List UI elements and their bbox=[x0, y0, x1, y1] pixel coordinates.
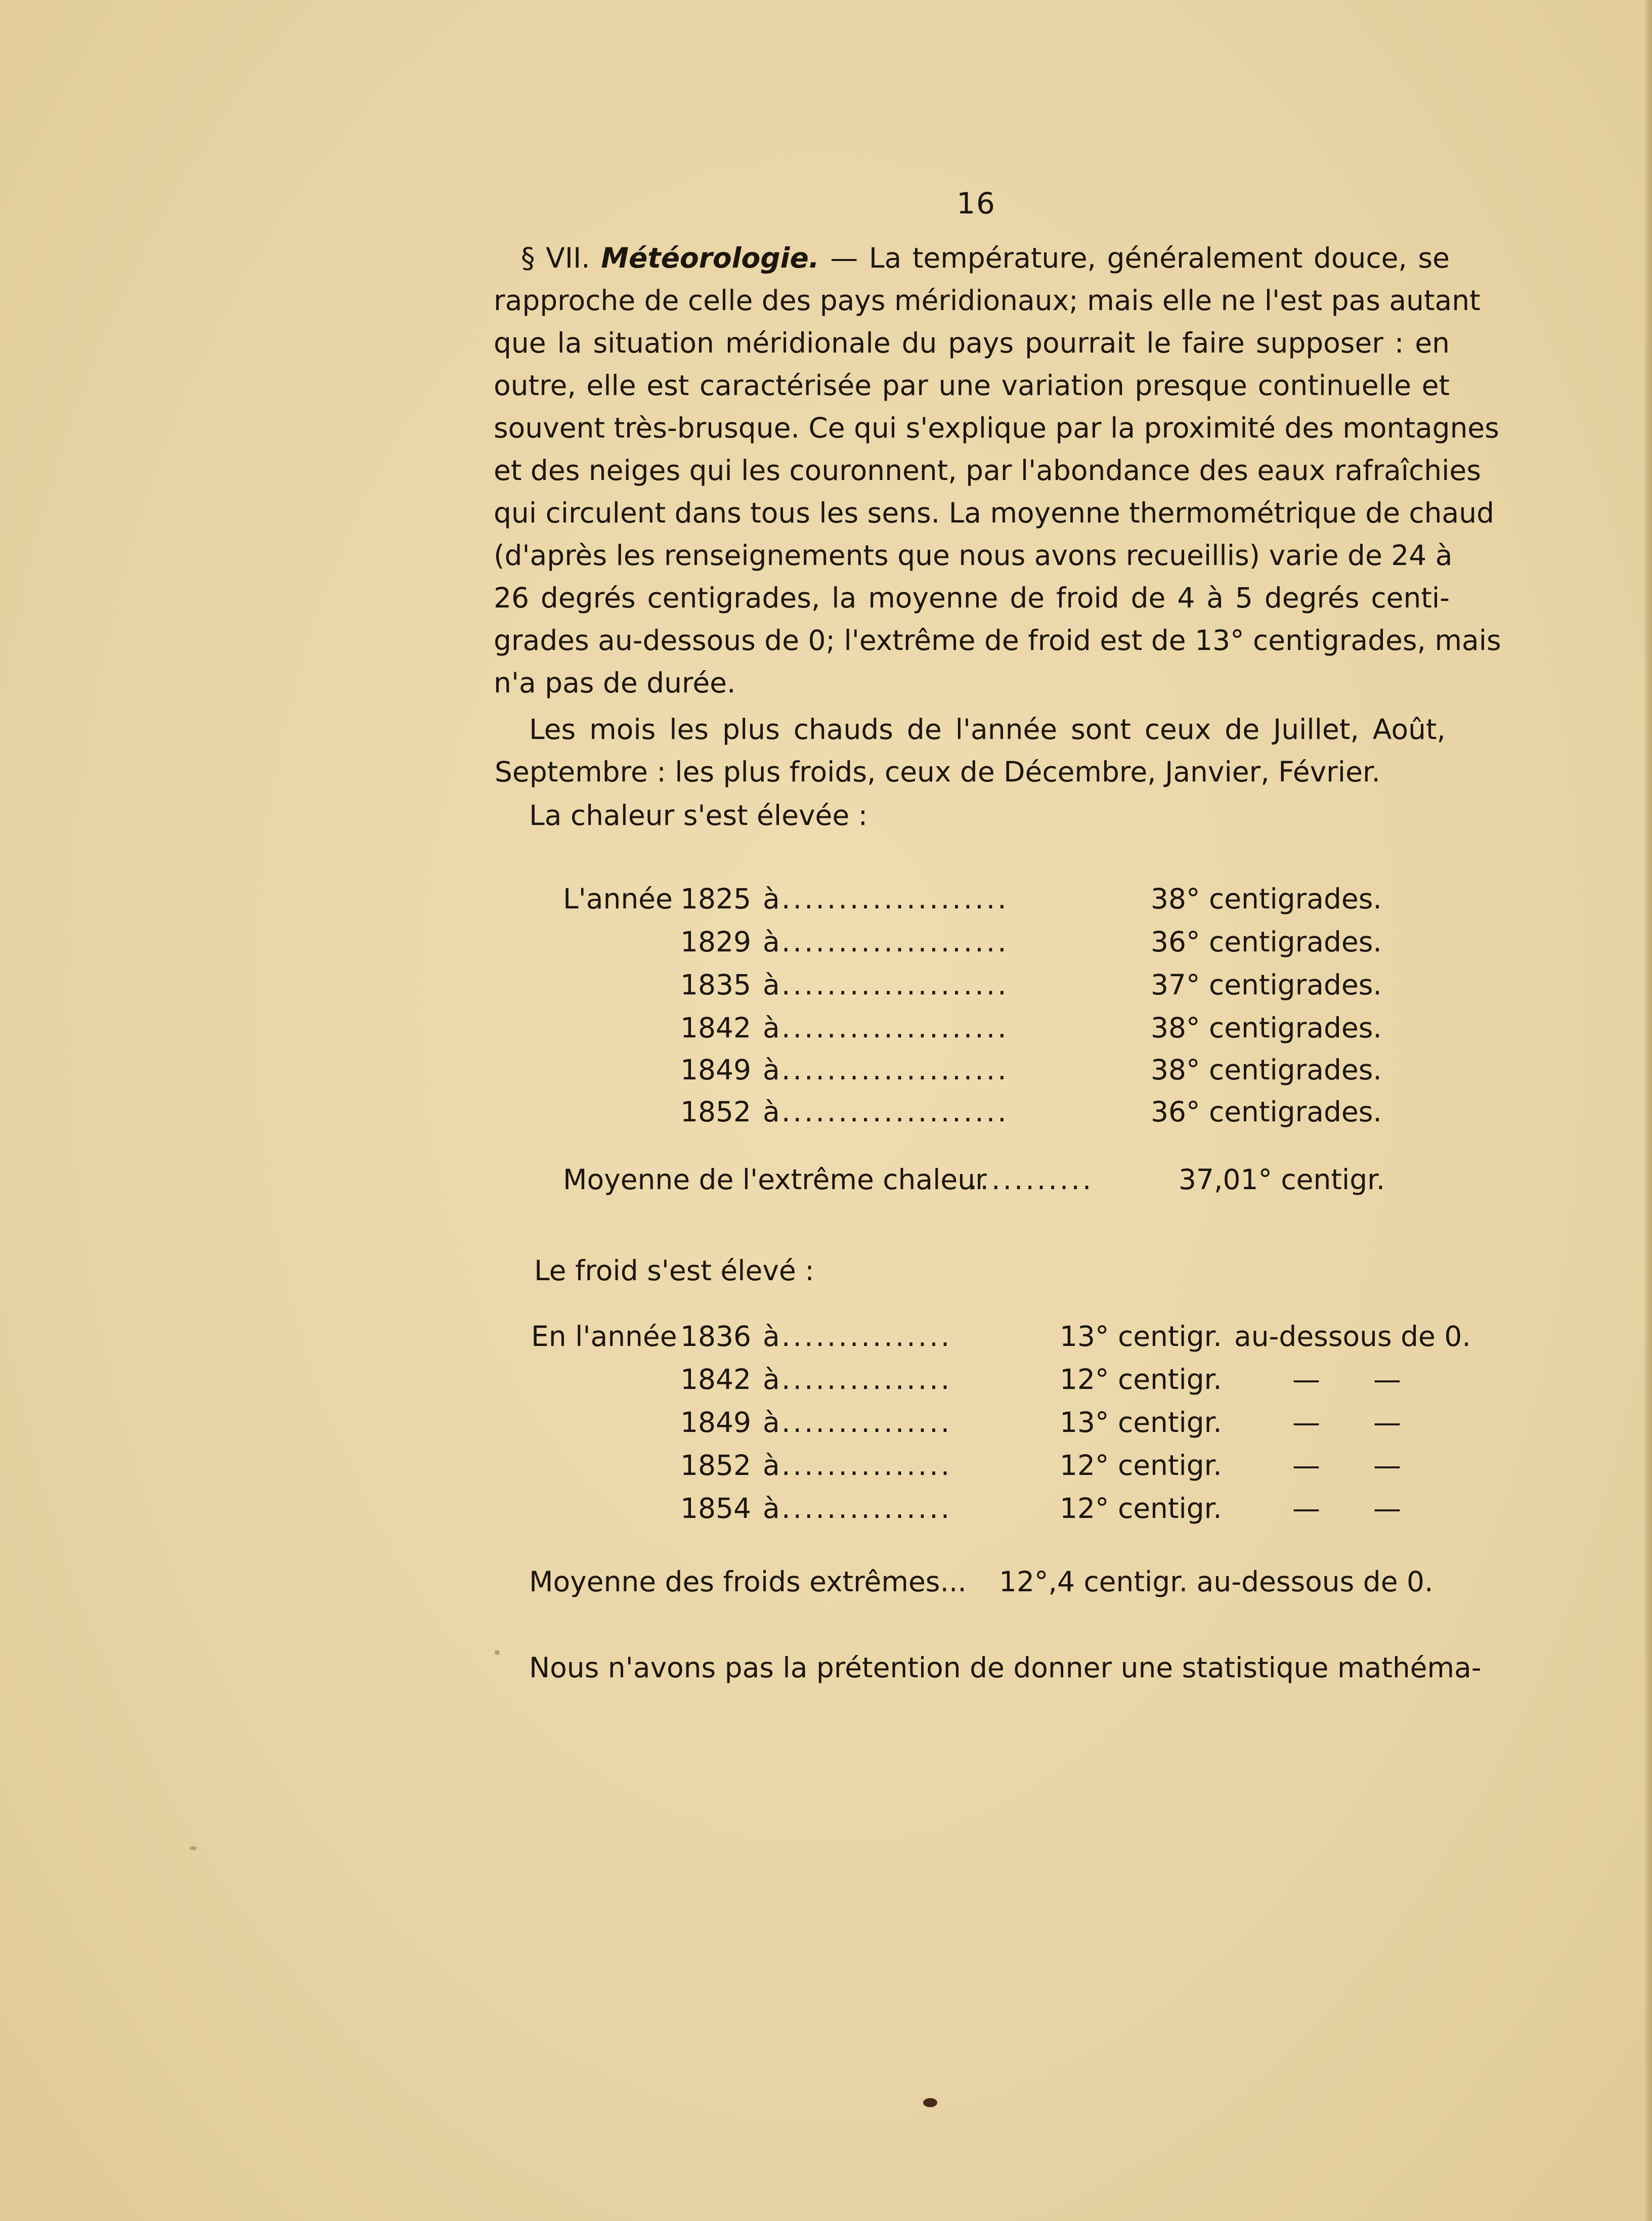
heat-row bbox=[0, 883, 1652, 918]
months-paragraph bbox=[495, 708, 1446, 793]
cold-row-dots: ............... bbox=[781, 1449, 952, 1482]
paragraph-line: qui circulent dans tous les sens. La moyenne thermométrique de chaud bbox=[494, 497, 1495, 529]
heat-row bbox=[0, 926, 1652, 961]
cold-row-value: 12° centigr. bbox=[1060, 1449, 1222, 1482]
heat-row-prep: à bbox=[763, 1012, 780, 1044]
paper-speck bbox=[495, 1650, 500, 1655]
heat-row-prep: à bbox=[763, 883, 780, 915]
page-number: 16 bbox=[957, 186, 996, 221]
heat-row-lead: L'année bbox=[563, 883, 673, 915]
heat-row-year: 1849 bbox=[680, 1054, 751, 1086]
cold-row-prep: à bbox=[763, 1320, 780, 1353]
cold-row-prep: à bbox=[763, 1449, 780, 1482]
cold-row bbox=[0, 1320, 1652, 1356]
cold-row-note: — — bbox=[1292, 1406, 1401, 1439]
section-title: Météorologie. bbox=[601, 242, 819, 274]
paragraph-line: que la situation méridionale du pays pourrait le faire supposer : en bbox=[494, 327, 1450, 359]
cold-row-year: 1836 bbox=[680, 1320, 751, 1353]
heat-row-value: 38° centigrades. bbox=[1151, 883, 1382, 915]
heat-average-dots: ........... bbox=[969, 1163, 1094, 1196]
cold-average-value: 12°,4 centigr. au-dessous de 0. bbox=[999, 1565, 1433, 1598]
section-mark: § bbox=[521, 242, 535, 274]
paragraph-line: n'a pas de durée. bbox=[494, 667, 736, 699]
cold-average-label: Moyenne des froids extrêmes... bbox=[529, 1565, 967, 1598]
paragraph-line: 26 degrés centigrades, la moyenne de froid de 4 à 5 degrés centi- bbox=[494, 582, 1450, 614]
cold-row-value: 12° centigr. bbox=[1060, 1492, 1222, 1525]
cold-row-dots: ............... bbox=[781, 1406, 952, 1439]
cold-row-prep: à bbox=[763, 1406, 780, 1439]
heat-row-dots: .................... bbox=[781, 1054, 1009, 1086]
cold-row bbox=[0, 1363, 1652, 1399]
section-paragraph bbox=[494, 237, 1501, 704]
cold-row-year: 1854 bbox=[680, 1492, 751, 1525]
cold-row bbox=[0, 1449, 1652, 1485]
heat-row-dots: .................... bbox=[781, 926, 1009, 958]
heat-row-value: 36° centigrades. bbox=[1151, 926, 1382, 958]
cold-row-year: 1842 bbox=[680, 1363, 751, 1396]
heat-row-dots: .................... bbox=[781, 1096, 1009, 1128]
cold-row-note: au-dessous de 0. bbox=[1234, 1320, 1471, 1353]
closing-line: Nous n'avons pas la prétention de donner une statistique mathéma- bbox=[529, 1651, 1482, 1684]
cold-row-prep: à bbox=[763, 1492, 780, 1525]
paragraph-line: Les mois les plus chauds de l'année sont ceux de Juillet, Août, bbox=[529, 713, 1446, 746]
cold-row-year: 1849 bbox=[680, 1406, 751, 1439]
cold-row-lead: En l'année bbox=[531, 1320, 677, 1353]
heat-row-year: 1835 bbox=[680, 969, 751, 1001]
heat-row-value: 38° centigrades. bbox=[1151, 1012, 1382, 1044]
cold-row-note: — — bbox=[1292, 1492, 1401, 1525]
paragraph-line: souvent très-brusque. Ce qui s'explique par la proximité des montagnes bbox=[494, 412, 1499, 444]
cold-intro: Le froid s'est élevé : bbox=[534, 1254, 814, 1287]
paragraph-line: outre, elle est caractérisée par une variation presque continuelle et bbox=[494, 369, 1450, 402]
cold-row-dots: ............... bbox=[781, 1320, 952, 1353]
paragraph-line: rapproche de celle des pays méridionaux; mais elle ne l'est pas autant bbox=[494, 284, 1481, 317]
cold-row-value: 13° centigr. bbox=[1060, 1320, 1222, 1353]
cold-row-dots: ............... bbox=[781, 1492, 952, 1525]
cold-row-dots: ............... bbox=[781, 1363, 952, 1396]
paragraph-line: — La température, généralement douce, se bbox=[819, 242, 1450, 274]
heat-row-dots: .................... bbox=[781, 883, 1009, 915]
heat-average-value: 37,01° centigr. bbox=[1179, 1163, 1385, 1196]
cold-row-prep: à bbox=[763, 1363, 780, 1396]
paragraph-first-line bbox=[521, 237, 1450, 279]
heat-row-prep: à bbox=[763, 1054, 780, 1086]
paragraph-line: et des neiges qui les couronnent, par l'abondance des eaux rafraîchies bbox=[494, 454, 1481, 487]
paper-speck bbox=[923, 2098, 937, 2107]
heat-row-year: 1829 bbox=[680, 926, 751, 958]
section-numeral: VII. bbox=[546, 242, 590, 274]
heat-row bbox=[0, 1096, 1652, 1131]
heat-row-year: 1842 bbox=[680, 1012, 751, 1044]
heat-row-year: 1825 bbox=[680, 883, 751, 915]
heat-row-dots: .................... bbox=[781, 1012, 1009, 1044]
heat-row-prep: à bbox=[763, 1096, 780, 1128]
cold-average bbox=[0, 1565, 1652, 1601]
paper-speck bbox=[190, 1846, 197, 1850]
cold-row-value: 13° centigr. bbox=[1060, 1406, 1222, 1439]
heat-row-value: 37° centigrades. bbox=[1151, 969, 1382, 1001]
heat-average bbox=[0, 1163, 1652, 1199]
heat-row-value: 38° centigrades. bbox=[1151, 1054, 1382, 1086]
cold-row-year: 1852 bbox=[680, 1449, 751, 1482]
heat-row bbox=[0, 969, 1652, 1004]
paragraph-line: grades au-dessous de 0; l'extrême de froid est de 13° centigrades, mais bbox=[494, 624, 1501, 657]
heat-intro: La chaleur s'est élevée : bbox=[529, 799, 868, 832]
cold-row-note: — — bbox=[1292, 1363, 1401, 1396]
heat-row bbox=[0, 1012, 1652, 1047]
heat-row-prep: à bbox=[763, 969, 780, 1001]
cold-row-value: 12° centigr. bbox=[1060, 1363, 1222, 1396]
heat-average-label: Moyenne de l'extrême chaleur bbox=[563, 1163, 987, 1196]
paragraph-line: Septembre : les plus froids, ceux de Décembre, Janvier, Février. bbox=[495, 756, 1380, 788]
heat-row-prep: à bbox=[763, 926, 780, 958]
heat-row bbox=[0, 1054, 1652, 1089]
cold-row-note: — — bbox=[1292, 1449, 1401, 1482]
cold-row bbox=[0, 1406, 1652, 1442]
cold-row bbox=[0, 1492, 1652, 1528]
paragraph-line: (d'après les renseignements que nous avons recueillis) varie de 24 à bbox=[494, 539, 1453, 572]
heat-row-dots: .................... bbox=[781, 969, 1009, 1001]
heat-row-value: 36° centigrades. bbox=[1151, 1096, 1382, 1128]
heat-row-year: 1852 bbox=[680, 1096, 751, 1128]
